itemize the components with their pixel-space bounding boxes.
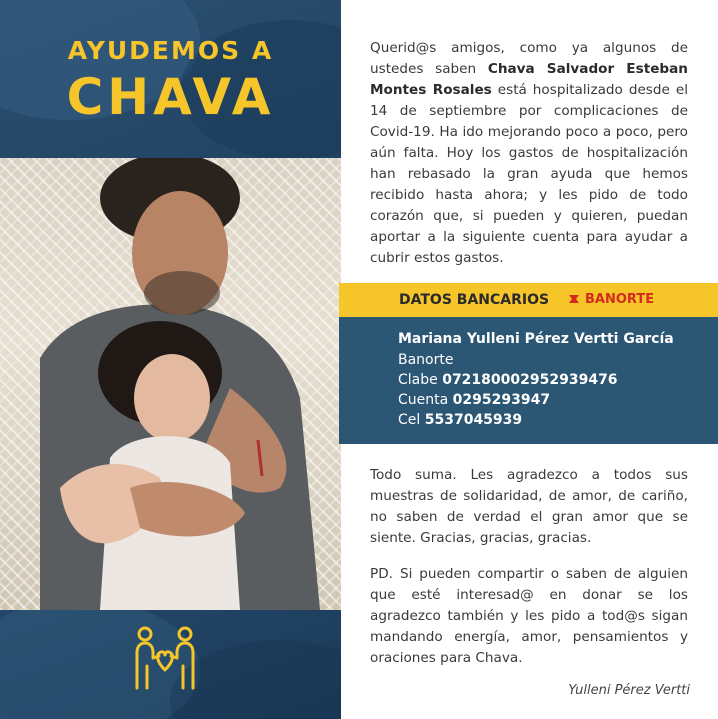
title-line-2: CHAVA xyxy=(66,68,275,126)
account-holder: Mariana Yulleni Pérez Vertti García xyxy=(398,331,674,347)
helping-hands-heart-icon-svg xyxy=(133,626,197,692)
bank-header-title: DATOS BANCARIOS xyxy=(399,292,550,308)
girl-face xyxy=(134,354,210,442)
intro-text-2: está hospitalizado desde el 14 de septiembre por complicaciones de Covid-19. Ha ido mejorando poco a poco, pero aún falta. Hoy los gastos de hospitalización han rebasado la gran ayuda que hemos recibido hasta ahora; y les pido de todo corazón que, si pueden y quieren, puedan aportar a la siguiente cuenta para ayudar a cubrir estos gastos. xyxy=(370,82,688,266)
intro-text-1: Querid@s amigos, como ya algunos de ustedes saben xyxy=(370,40,688,77)
clabe-row xyxy=(398,372,618,388)
signature: Yulleni Pérez Vertti xyxy=(568,683,690,698)
clabe-label: Clabe xyxy=(398,372,438,388)
banorte-logo-text: BANORTE xyxy=(585,292,655,307)
bank-header xyxy=(339,283,718,317)
cuenta-value: 0295293947 xyxy=(452,392,551,408)
ps-paragraph: PD. Si pueden compartir o saben de alguien que esté interesad@ en donar se los agradezco también y les pido a tod@s sigan mandando energía, amor, pensamientos y oraciones para Chava. xyxy=(370,566,688,666)
bank-name: Banorte xyxy=(398,352,454,368)
father-daughter-photo xyxy=(0,158,341,610)
intro-paragraph xyxy=(370,38,688,269)
thanks-paragraph: Todo suma. Les agradezco a todos sus muestras de solidaridad, de amor, de cariño, no saben de verdad el gran amor que se siente. Gracias, gracias, gracias. xyxy=(370,467,688,546)
cuenta-label: Cuenta xyxy=(398,392,449,408)
cel-label: Cel xyxy=(398,412,421,428)
left-panel xyxy=(0,0,341,719)
clabe-value: 072180002952939476 xyxy=(442,372,618,388)
bank-details xyxy=(339,317,718,444)
helping-hands-heart-icon xyxy=(133,626,197,692)
man-beard xyxy=(144,271,220,315)
banorte-logo-icon xyxy=(567,292,581,306)
cel-row xyxy=(398,412,522,428)
cuenta-row xyxy=(398,392,550,408)
patient-name: Chava Salvador Esteban Montes Rosales xyxy=(370,61,688,98)
cel-value: 5537045939 xyxy=(424,412,523,428)
title-line-1: AYUDEMOS A xyxy=(67,36,274,65)
photo-illustration xyxy=(0,158,341,610)
